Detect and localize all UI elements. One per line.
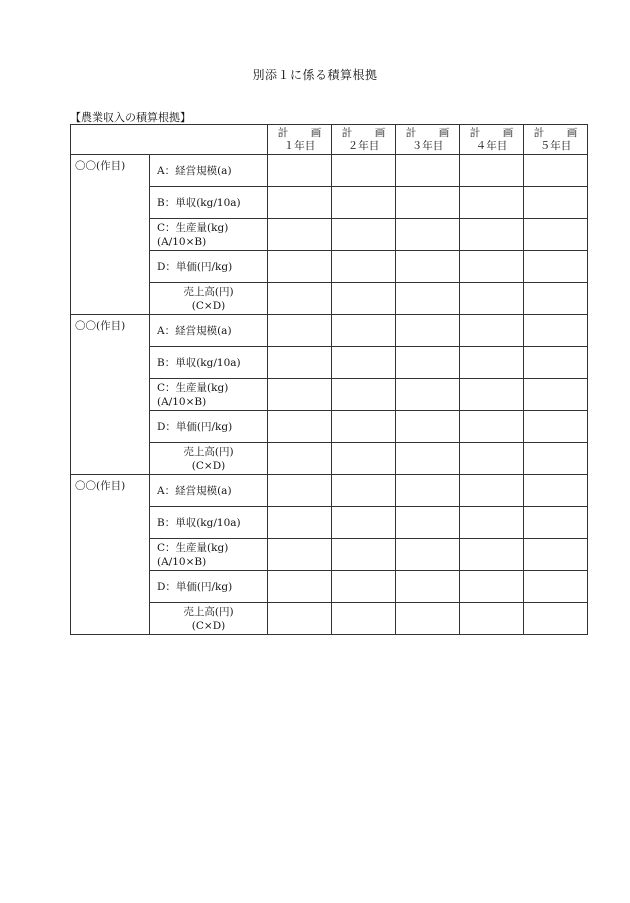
item-formula-line: (C×D) (191, 459, 226, 472)
header-plan-label: 計 画 (277, 126, 328, 139)
value-cell-year-3[interactable] (396, 411, 460, 443)
value-cell-year-3[interactable] (396, 283, 460, 315)
value-cell-year-2[interactable] (332, 539, 396, 571)
header-blank-cell (71, 125, 268, 155)
table-row (71, 315, 588, 347)
table-row (71, 155, 588, 187)
table-row (71, 475, 588, 507)
value-cell-year-3[interactable] (396, 571, 460, 603)
value-cell-year-2[interactable] (332, 379, 396, 411)
value-cell-year-4[interactable] (460, 315, 524, 347)
item-label-cell (150, 283, 268, 315)
value-cell-year-4[interactable] (460, 411, 524, 443)
value-cell-year-4[interactable] (460, 379, 524, 411)
value-cell-year-4[interactable] (460, 539, 524, 571)
item-label-cell (150, 475, 268, 507)
item-label-line: C：生産量(kg) (157, 381, 229, 394)
header-plan-label: 計 画 (405, 126, 456, 139)
value-cell-year-2[interactable] (332, 507, 396, 539)
item-formula-line: (A/10×B) (157, 555, 207, 568)
value-cell-year-2[interactable] (332, 219, 396, 251)
value-cell-year-2[interactable] (332, 603, 396, 635)
value-cell-year-5[interactable] (524, 315, 588, 347)
value-cell-year-5[interactable] (524, 251, 588, 283)
value-cell-year-1[interactable] (268, 347, 332, 379)
value-cell-year-5[interactable] (524, 219, 588, 251)
item-label-line: B：単収(kg/10a) (157, 196, 241, 209)
value-cell-year-4[interactable] (460, 507, 524, 539)
item-label-line: 売上高(円) (183, 605, 234, 618)
value-cell-year-4[interactable] (460, 347, 524, 379)
value-cell-year-5[interactable] (524, 507, 588, 539)
value-cell-year-5[interactable] (524, 539, 588, 571)
value-cell-year-2[interactable] (332, 155, 396, 187)
value-cell-year-4[interactable] (460, 283, 524, 315)
value-cell-year-4[interactable] (460, 603, 524, 635)
item-formula-line: (C×D) (191, 619, 226, 632)
value-cell-year-3[interactable] (396, 539, 460, 571)
header-year-4 (460, 125, 524, 155)
value-cell-year-2[interactable] (332, 315, 396, 347)
section-heading: 【農業収入の積算根拠】 (70, 111, 191, 124)
item-label-cell (150, 155, 268, 187)
value-cell-year-1[interactable] (268, 571, 332, 603)
value-cell-year-1[interactable] (268, 219, 332, 251)
value-cell-year-5[interactable] (524, 443, 588, 475)
value-cell-year-5[interactable] (524, 187, 588, 219)
value-cell-year-5[interactable] (524, 347, 588, 379)
income-basis-table (70, 124, 588, 635)
item-label-cell (150, 411, 268, 443)
item-label-cell (150, 379, 268, 411)
item-label-cell (150, 539, 268, 571)
value-cell-year-2[interactable] (332, 443, 396, 475)
header-year-1 (268, 125, 332, 155)
value-cell-year-3[interactable] (396, 315, 460, 347)
header-year-3 (396, 125, 460, 155)
value-cell-year-5[interactable] (524, 411, 588, 443)
value-cell-year-4[interactable] (460, 187, 524, 219)
item-label-line: D：単価(円/kg) (157, 580, 233, 593)
item-formula-line: (A/10×B) (157, 235, 207, 248)
value-cell-year-5[interactable] (524, 379, 588, 411)
header-plan-label: 計 画 (469, 126, 520, 139)
value-cell-year-3[interactable] (396, 251, 460, 283)
item-label-line: B：単収(kg/10a) (157, 356, 241, 369)
value-cell-year-1[interactable] (268, 283, 332, 315)
value-cell-year-3[interactable] (396, 507, 460, 539)
crop-name-cell: 〇〇(作目) (71, 155, 150, 315)
item-formula-line: (C×D) (191, 299, 226, 312)
item-label-line: A：経営規模(a) (157, 164, 232, 177)
item-label-cell (150, 507, 268, 539)
value-cell-year-2[interactable] (332, 475, 396, 507)
value-cell-year-1[interactable] (268, 315, 332, 347)
value-cell-year-5[interactable] (524, 603, 588, 635)
item-formula-line: (A/10×B) (157, 395, 207, 408)
table-body (71, 155, 588, 635)
value-cell-year-1[interactable] (268, 251, 332, 283)
header-year-label: ４年目 (475, 139, 508, 152)
value-cell-year-5[interactable] (524, 475, 588, 507)
header-year-label: ３年目 (411, 139, 444, 152)
value-cell-year-3[interactable] (396, 347, 460, 379)
header-year-label: ５年目 (539, 139, 572, 152)
value-cell-year-5[interactable] (524, 155, 588, 187)
value-cell-year-2[interactable] (332, 411, 396, 443)
item-label-line: A：経営規模(a) (157, 484, 232, 497)
item-label-line: B：単収(kg/10a) (157, 516, 241, 529)
value-cell-year-1[interactable] (268, 187, 332, 219)
item-label-line: 売上高(円) (183, 285, 234, 298)
item-label-line: D：単価(円/kg) (157, 260, 233, 273)
value-cell-year-2[interactable] (332, 187, 396, 219)
item-label-cell (150, 571, 268, 603)
value-cell-year-3[interactable] (396, 155, 460, 187)
value-cell-year-5[interactable] (524, 571, 588, 603)
document-title: 別添１に係る積算根拠 (252, 68, 378, 82)
header-year-label: ２年目 (347, 139, 380, 152)
value-cell-year-4[interactable] (460, 443, 524, 475)
value-cell-year-3[interactable] (396, 603, 460, 635)
value-cell-year-3[interactable] (396, 187, 460, 219)
item-label-cell (150, 251, 268, 283)
value-cell-year-1[interactable] (268, 443, 332, 475)
value-cell-year-3[interactable] (396, 475, 460, 507)
value-cell-year-4[interactable] (460, 571, 524, 603)
value-cell-year-1[interactable] (268, 539, 332, 571)
item-label-line: D：単価(円/kg) (157, 420, 233, 433)
value-cell-year-3[interactable] (396, 443, 460, 475)
value-cell-year-1[interactable] (268, 155, 332, 187)
value-cell-year-2[interactable] (332, 251, 396, 283)
header-plan-label: 計 画 (341, 126, 392, 139)
crop-name-cell: 〇〇(作目) (71, 315, 150, 475)
value-cell-year-5[interactable] (524, 283, 588, 315)
header-year-label: １年目 (283, 139, 316, 152)
header-year-2 (332, 125, 396, 155)
value-cell-year-1[interactable] (268, 603, 332, 635)
item-label-cell (150, 443, 268, 475)
value-cell-year-3[interactable] (396, 219, 460, 251)
table-header-row (71, 125, 588, 155)
item-label-line: C：生産量(kg) (157, 541, 229, 554)
item-label-cell (150, 347, 268, 379)
value-cell-year-2[interactable] (332, 283, 396, 315)
value-cell-year-1[interactable] (268, 379, 332, 411)
value-cell-year-4[interactable] (460, 475, 524, 507)
value-cell-year-1[interactable] (268, 411, 332, 443)
value-cell-year-4[interactable] (460, 219, 524, 251)
item-label-line: C：生産量(kg) (157, 221, 229, 234)
header-plan-label: 計 画 (533, 126, 584, 139)
value-cell-year-2[interactable] (332, 347, 396, 379)
item-label-line: 売上高(円) (183, 445, 234, 458)
value-cell-year-1[interactable] (268, 475, 332, 507)
item-label-cell (150, 219, 268, 251)
value-cell-year-4[interactable] (460, 155, 524, 187)
item-label-cell (150, 603, 268, 635)
value-cell-year-3[interactable] (396, 379, 460, 411)
item-label-line: A：経営規模(a) (157, 324, 232, 337)
value-cell-year-2[interactable] (332, 571, 396, 603)
value-cell-year-1[interactable] (268, 507, 332, 539)
item-label-cell (150, 187, 268, 219)
header-year-5 (524, 125, 588, 155)
item-label-cell (150, 315, 268, 347)
value-cell-year-4[interactable] (460, 251, 524, 283)
crop-name-cell: 〇〇(作目) (71, 475, 150, 635)
